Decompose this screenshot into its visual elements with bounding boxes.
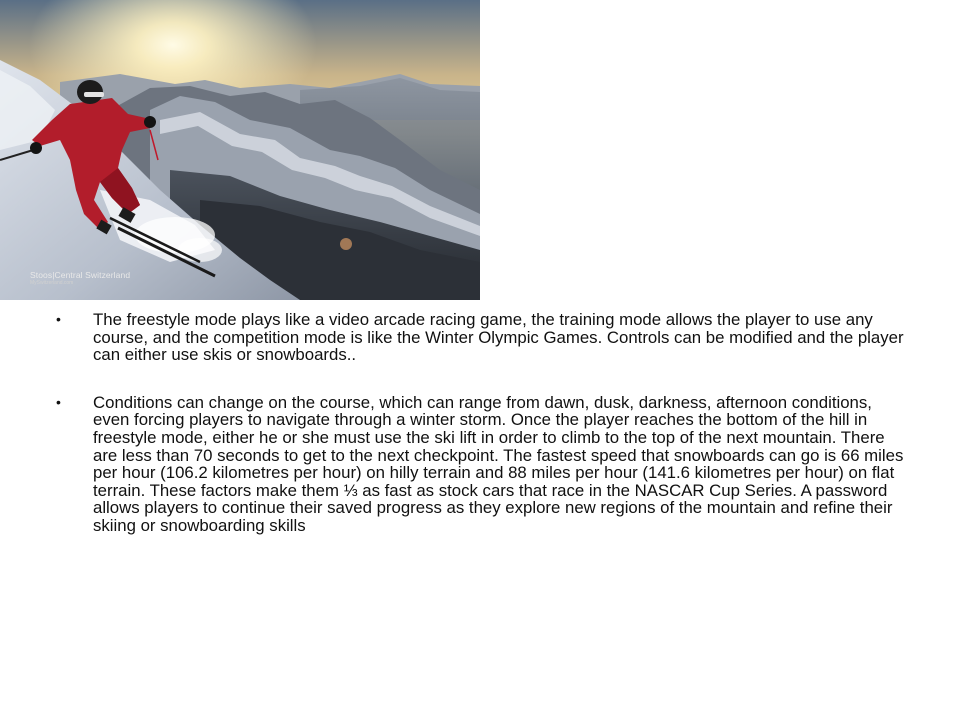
photo-credit-source: MySwitzerland.com [30, 279, 74, 286]
bullet-marker: • [56, 393, 61, 410]
skier-photo [0, 0, 480, 300]
bullet-list [56, 311, 906, 565]
bullet-marker: • [56, 311, 61, 327]
bullet-item-conditions [56, 394, 906, 535]
bullet-text-conditions: Conditions can change on the course, which can range from dawn, dusk, darkness, afternoon conditions, even forcing players to navigate through a winter storm. Once the player reaches the bottom of the hill in freestyle mode, either he or she must use the ski lift in order to climb to the top of the next mountain. There are less than 70 seconds to get to the next checkpoint. The fastest speed that snowboards can go is 66 miles per hour (106.2 kilometres per hour) on hilly terrain and 88 miles per hour (141.6 kilometres per hour) on flat terrain. These factors make them ⅓ as fast as stock cars that race in the NASCAR Cup Series. A password allows players to continue their saved progress as they explore new regions of the mountain and refine their skiing or snowboarding skills [93, 392, 904, 535]
photo-credit-title: Stoos|Central Switzerland [30, 270, 131, 280]
skier-photo-illustration [0, 0, 480, 300]
bullet-item-modes [56, 311, 906, 364]
photo-credit [30, 271, 130, 286]
bullet-text-modes: The freestyle mode plays like a video arcade racing game, the training mode allows the player to use any course, and the competition mode is like the Winter Olympic Games. Controls can be modified and the player can either use skis or snowboards.. [93, 310, 904, 365]
